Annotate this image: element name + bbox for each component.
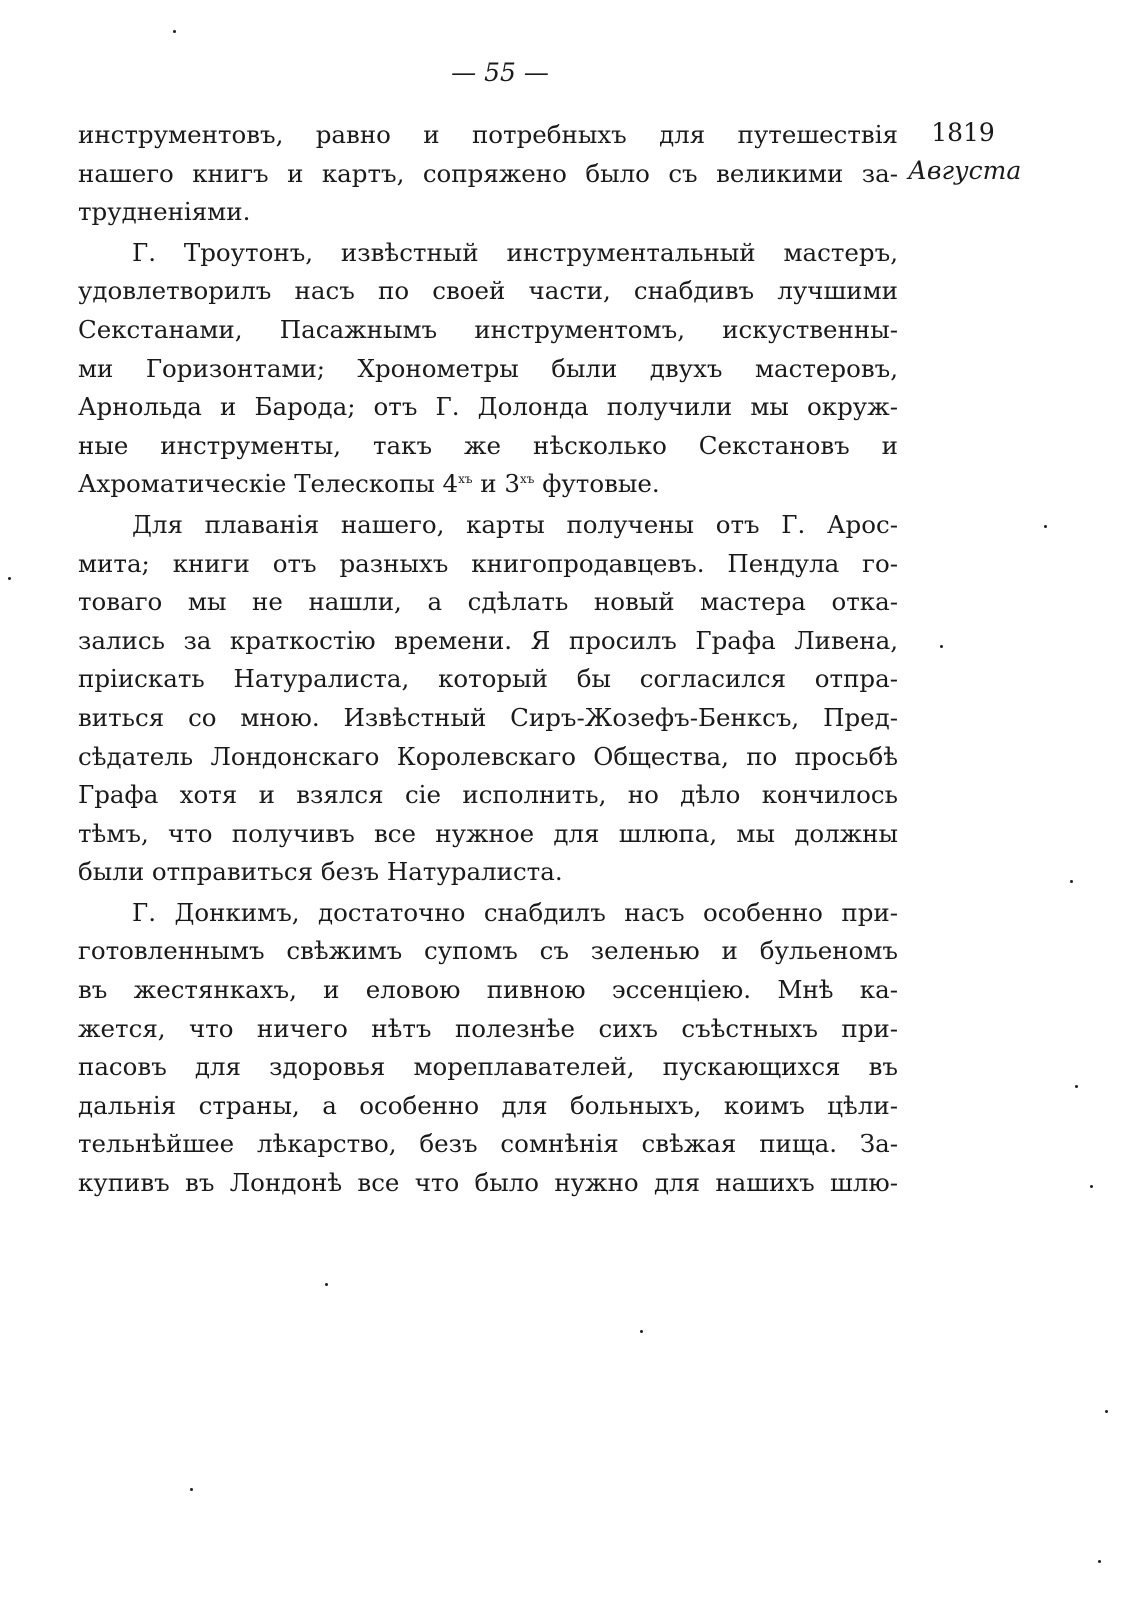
- scan-speck: [1070, 880, 1073, 883]
- scan-speck: [1075, 1085, 1078, 1088]
- text-line: Г. Троутонъ, извѣстный инструментальный мастеръ,: [132, 237, 898, 267]
- text-line: ми Горизонтами; Хронометры были двухъ мастеровъ,: [78, 353, 898, 383]
- text-line: мита; книги отъ разныхъ книгопродавцевъ. Пендула го-: [78, 548, 898, 578]
- text-line: трудненіями.: [78, 197, 251, 227]
- text-line: готовленнымъ свѣжимъ супомъ съ зеленью и бульеномъ: [78, 936, 898, 966]
- text-line: тельнѣйшее лѣкарство, безъ сомнѣнія свѣжая пища. За-: [78, 1129, 898, 1159]
- text-line: Арнольда и Барода; отъ Г. Долонда получили мы окруж-: [78, 392, 898, 422]
- text-line: удовлетворилъ насъ по своей части, снабдивъ лучшими: [78, 276, 898, 306]
- scan-speck: [325, 1283, 328, 1286]
- text-line: дальнія страны, а особенно для больныхъ, коимъ цѣли-: [78, 1090, 898, 1120]
- margin-year: 1819: [931, 118, 995, 147]
- text-line: Для плаванія нашего, карты получены отъ Г. Арос-: [132, 509, 898, 539]
- text-span: Ахроматическіе Телескопы 4: [78, 469, 459, 499]
- margin-month: Августа: [908, 156, 1022, 185]
- text-line: ные инструменты, такъ же нѣсколько Секстановъ и: [78, 430, 898, 460]
- superscript: хъ: [458, 472, 473, 487]
- text-line: Г. Донкимъ, достаточно снабдилъ насъ особенно при-: [132, 897, 898, 927]
- text-line: были отправиться безъ Натуралиста.: [78, 857, 563, 887]
- scan-speck: [1044, 525, 1047, 528]
- scan-speck: [940, 645, 943, 648]
- page-number: — 55 —: [451, 58, 549, 87]
- text-line: Секстанами, Пасажнымъ инструментомъ, искуственны-: [78, 314, 898, 344]
- text-line: товаго мы не нашли, а сдѣлать новый мастера отка-: [78, 587, 898, 617]
- text-line: инструментовъ, равно и потребныхъ для путешествія: [78, 120, 898, 149]
- scan-speck: [173, 30, 176, 33]
- scan-speck: [8, 577, 11, 580]
- text-line: виться со мною. Извѣстный Сиръ-Жозефъ-Бенксъ, Пред-: [78, 702, 898, 732]
- text-line: въ жестянкахъ, и еловою пивною эссенціею. Мнѣ ка-: [78, 975, 898, 1005]
- scan-speck: [1090, 1185, 1093, 1188]
- text-line: тѣмъ, что получивъ все нужное для шлюпа, мы должны: [78, 818, 898, 848]
- text-line: пасовъ для здоровья мореплавателей, пускающихся въ: [78, 1052, 898, 1082]
- text-line: жется, что ничего нѣтъ полезнѣе сихъ съѣстныхъ при-: [78, 1013, 898, 1043]
- text-line: Графа хотя и взялся сіе исполнить, но дѣло кончилось: [78, 780, 898, 810]
- text-span: и 3: [472, 469, 521, 499]
- text-line: пріискать Натуралиста, который бы согласился отпра-: [78, 664, 898, 694]
- body-text: [78, 116, 898, 1203]
- text-line: нашего книгъ и картъ, сопряжено было съ великими за-: [78, 158, 898, 188]
- text-line: купивъ въ Лондонѣ все что было нужно для нашихъ шлю-: [78, 1168, 898, 1198]
- superscript: хъ: [520, 472, 535, 487]
- text-line: [78, 465, 898, 504]
- scan-speck: [1098, 1560, 1101, 1563]
- text-span: футовые.: [534, 469, 660, 499]
- scan-speck: [1105, 1410, 1108, 1413]
- text-line: зались за краткостію времени. Я просилъ Графа Ливена,: [78, 625, 898, 655]
- text-line: сѣдатель Лондонскаго Королевскаго Общества, по просьбѣ: [78, 741, 898, 771]
- scan-speck: [640, 1330, 643, 1333]
- scan-speck: [190, 1488, 193, 1491]
